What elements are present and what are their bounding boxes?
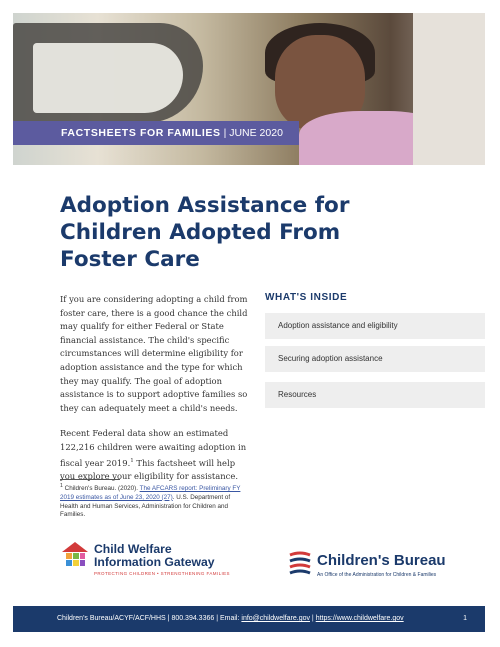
- gateway-house-icon: [60, 540, 90, 572]
- footer-phone: 800.394.3366: [171, 615, 215, 622]
- title-line-1: Adoption Assistance for: [60, 193, 350, 218]
- page-number: 1: [463, 615, 467, 622]
- title-line-2: Children Adopted From: [60, 220, 341, 245]
- footnote-link[interactable]: The AFCARS report: Preliminary FY 2019 estimates as of June 23, 2020 (27): [60, 485, 241, 501]
- childrens-bureau-flag-icon: [287, 550, 313, 576]
- body-text: [60, 293, 250, 496]
- footnote: [60, 482, 250, 520]
- footnote-text: Children's Bureau. (2020).: [64, 485, 140, 493]
- footnote-ref: 1: [130, 457, 134, 464]
- page-title: [60, 192, 380, 273]
- footer-email-link[interactable]: info@childwelfare.gov: [241, 615, 310, 622]
- whats-inside-item[interactable]: Resources: [265, 382, 485, 408]
- whats-inside-heading: WHAT'S INSIDE: [265, 292, 348, 303]
- footer-contact: Children's Bureau/ACYF/ACF/HHS | 800.394.3366 | Email: info@childwelfare.gov | https://www.childwelfare.gov: [57, 615, 404, 622]
- series-banner: FACTSHEETS FOR FAMILIES | JUNE 2020: [13, 121, 299, 145]
- title-line-3: Foster Care: [60, 247, 200, 272]
- footer-website-link[interactable]: https://www.childwelfare.gov: [315, 615, 404, 622]
- footnote-divider: [60, 479, 120, 480]
- banner-date: JUNE 2020: [229, 127, 283, 139]
- gateway-name-line1: Child Welfare: [94, 542, 172, 556]
- hero-foreground-object: [33, 43, 183, 113]
- whats-inside-item[interactable]: Adoption assistance and eligibility: [265, 313, 485, 339]
- banner-label: FACTSHEETS FOR FAMILIES: [61, 127, 221, 139]
- gateway-name: [94, 543, 215, 569]
- body-paragraph-1: If you are considering adopting a child from foster care, there is a good chance the child may qualify for either Federal or State financial assistance. The child's specific circumstances will determine eligibility for adoption assistance and the type for which they may qualify. The goal of adoption assistance is to support adoptive families so they can adequately meet a child's needs.: [60, 294, 248, 413]
- body-paragraph-2: [60, 427, 250, 483]
- body-paragraph-2-text: Recent Federal data show an estimated 122,216 children were awaiting adoption in fiscal year 2019.: [60, 428, 247, 468]
- footnote-number: 1: [60, 483, 63, 489]
- gateway-tagline: PROTECTING CHILDREN • STRENGTHENING FAMILIES: [94, 571, 230, 576]
- childrens-bureau-subtitle: An Office of the Administration for Children & Families: [317, 572, 437, 578]
- gateway-name-line2: Information Gateway: [94, 555, 215, 569]
- childrens-bureau-logo: [287, 550, 467, 586]
- footer-org: Children's Bureau/ACYF/ACF/HHS: [57, 615, 166, 622]
- whats-inside-item[interactable]: Securing adoption assistance: [265, 346, 485, 372]
- body-paragraph-2-rest: This factsheet will help you explore your eligibility for assistance.: [60, 457, 238, 481]
- page-footer: [13, 606, 485, 632]
- footer-email-label: Email:: [219, 615, 240, 622]
- child-welfare-gateway-logo: [60, 540, 230, 580]
- footnote-text-rest: . U.S. Department of Health and Human Services, Administration for Children and Families.: [60, 493, 231, 519]
- childrens-bureau-name: Children's Bureau: [317, 552, 446, 569]
- adult-figure: [413, 13, 485, 165]
